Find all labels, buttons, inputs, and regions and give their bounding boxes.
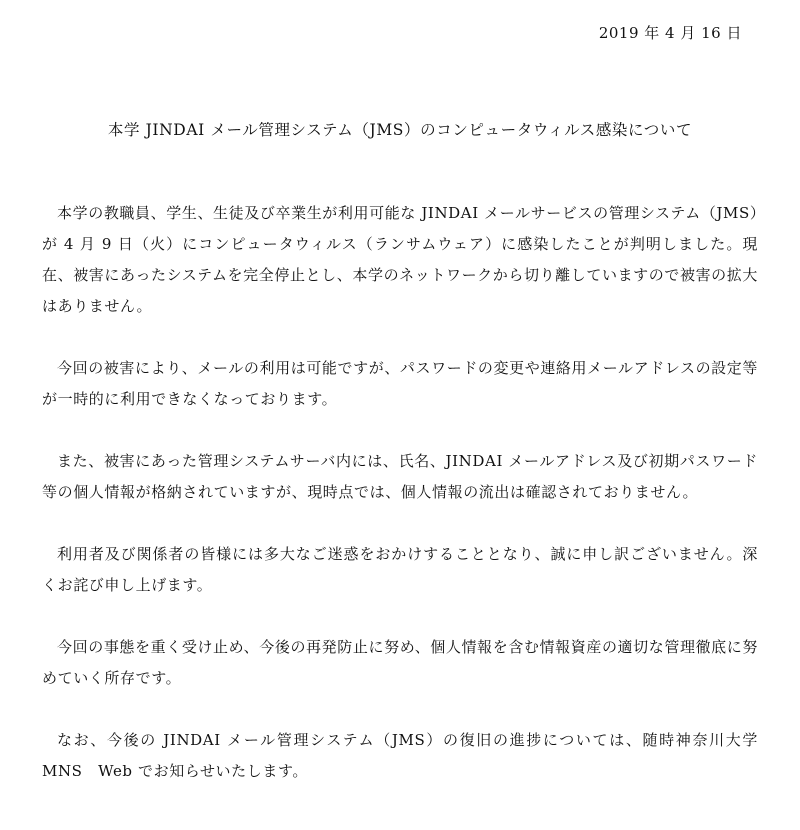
paragraph-apology: 利用者及び関係者の皆様には多大なご迷惑をおかけすることとなり、誠に申し訳ございません。深くお詫び申し上げます。 <box>42 545 758 594</box>
document-date: 2019 年 4 月 16 日 <box>598 24 742 42</box>
paragraph-recovery-info: なお、今後の JINDAI メール管理システム（JMS）の復旧の進捗については、随時神奈川大学 MNS Web でお知らせいたします。 <box>42 731 758 780</box>
paragraph-personal-info: また、被害にあった管理システムサーバ内には、氏名、JINDAI メールアドレス及び初期パスワード等の個人情報が格納されていますが、現時点では、個人情報の流出は確認されておりません。 <box>42 452 758 501</box>
document-title: 本学 JINDAI メール管理システム（JMS）のコンピュータウィルス感染について <box>107 121 693 139</box>
document-body <box>42 198 758 818</box>
paragraph-incident: 本学の教職員、学生、生徒及び卒業生が利用可能な JINDAI メールサービスの管理システム（JMS）が 4 月 9 日（火）にコンピュータウィルス（ランサムウェア）に感染したことが判明しました。現在、被害にあったシステムを完全停止とし、本学のネットワークから切り離していますので被害の拡大はありません。 <box>42 204 758 315</box>
paragraph-impact: 今回の被害により、メールの利用は可能ですが、パスワードの変更や連絡用メールアドレスの設定等が一時的に利用できなくなっております。 <box>42 359 758 408</box>
paragraph-prevention: 今回の事態を重く受け止め、今後の再発防止に努め、個人情報を含む情報資産の適切な管理徹底に努めていく所存です。 <box>42 638 758 687</box>
